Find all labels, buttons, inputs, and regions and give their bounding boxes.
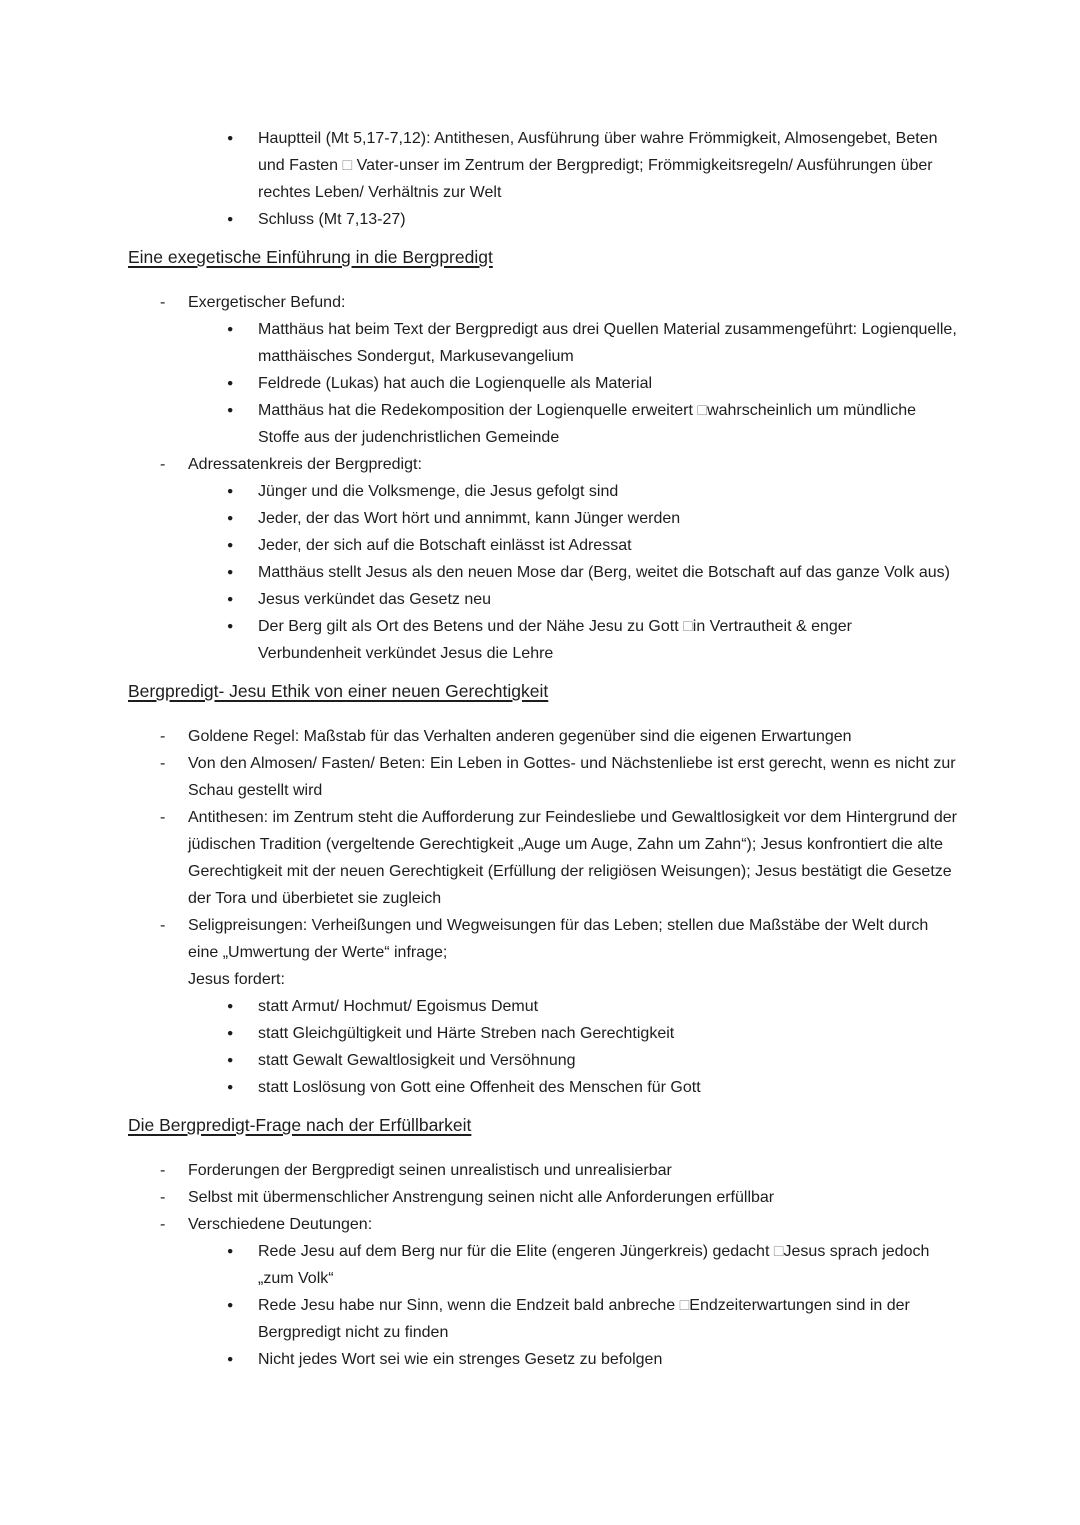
bullet-item	[128, 370, 958, 397]
dash-marker-icon: -	[160, 294, 166, 311]
dash-marker-icon: -	[160, 755, 166, 772]
item-text: Jesus verkündet das Gesetz neu	[258, 591, 492, 608]
item-text: statt Armut/ Hochmut/ Egoismus Demut	[258, 998, 539, 1015]
bullet-marker-icon: ●	[227, 404, 234, 416]
item-text: Exergetischer Befund:	[188, 294, 346, 311]
item-text: Jeder, der sich auf die Botschaft einlässt ist Adressat	[258, 537, 632, 554]
section-list	[128, 723, 958, 1101]
item-text: statt Gewalt Gewaltlosigkeit und Versöhnung	[258, 1052, 576, 1069]
section-list	[128, 289, 958, 667]
dash-item	[128, 451, 958, 478]
item-text: Verschiedene Deutungen:	[188, 1216, 373, 1233]
item-text: statt Loslösung von Gott eine Offenheit des Menschen für Gott	[258, 1079, 701, 1096]
item-text: Rede Jesu auf dem Berg nur für die Elite (engeren Jüngerkreis) gedacht □Jesus sprach jedoch „zum Volk“	[258, 1243, 930, 1287]
item-text: Jünger und die Volksmenge, die Jesus gefolgt sind	[258, 483, 619, 500]
bullet-marker-icon: ●	[227, 132, 234, 144]
dash-item	[128, 912, 958, 993]
dash-marker-icon: -	[160, 917, 166, 934]
dash-marker-icon: -	[160, 809, 166, 826]
item-text: Jeder, der das Wort hört und annimmt, kann Jünger werden	[258, 510, 681, 527]
missing-glyph-box: □	[679, 1297, 690, 1314]
bullet-marker-icon: ●	[227, 566, 234, 578]
bullet-marker-icon: ●	[227, 213, 234, 225]
dash-marker-icon: -	[160, 1189, 166, 1206]
dash-marker-icon: -	[160, 1162, 166, 1179]
bullet-marker-icon: ●	[227, 323, 234, 335]
bullet-marker-icon: ●	[227, 1027, 234, 1039]
bullet-item	[128, 1292, 958, 1346]
item-text: Matthäus stellt Jesus als den neuen Mose dar (Berg, weitet die Botschaft auf das ganze Volk aus)	[258, 564, 950, 581]
bullet-marker-icon: ●	[227, 1054, 234, 1066]
bullet-marker-icon: ●	[227, 485, 234, 497]
bullet-marker-icon: ●	[227, 593, 234, 605]
item-text: Forderungen der Bergpredigt seinen unrealistisch und unrealisierbar	[188, 1162, 672, 1179]
item-text: Antithesen: im Zentrum steht die Aufforderung zur Feindesliebe und Gewaltlosigkeit vor dem Hintergrund der jüdischen Tradition (vergeltende Gerechtigkeit „Auge um Auge, Zahn um Zahn“); Jesus konfrontiert die alte Gerechtigkeit mit der neuen Gerechtigkeit (Erfüllung der religiösen Weisungen); Jesus bestätigt die Gesetze der Tora und überbietet sie zugleich	[188, 809, 957, 907]
bullet-item	[128, 1074, 958, 1101]
bullet-item	[128, 586, 958, 613]
bullet-item	[128, 613, 958, 667]
bullet-item	[128, 1238, 958, 1292]
bullet-marker-icon: ●	[227, 512, 234, 524]
item-text: Schluss (Mt 7,13-27)	[258, 211, 406, 228]
bullet-marker-icon: ●	[227, 1081, 234, 1093]
item-text: Matthäus hat die Redekomposition der Logienquelle erweitert □wahrscheinlich um mündliche Stoffe aus der judenchristlichen Gemeinde	[258, 402, 917, 446]
dash-item	[128, 1184, 958, 1211]
dash-item	[128, 1211, 958, 1238]
dash-item	[128, 750, 958, 804]
item-text: Rede Jesu habe nur Sinn, wenn die Endzeit bald anbreche □Endzeiterwartungen sind in der Bergpredigt nicht zu finden	[258, 1297, 910, 1341]
bullet-marker-icon: ●	[227, 1000, 234, 1012]
item-text: Seligpreisungen: Verheißungen und Wegweisungen für das Leben; stellen due Maßstäbe der Welt durch eine „Umwertung der Werte“ infrage;	[188, 917, 929, 961]
missing-glyph-box: □	[697, 402, 708, 419]
bullet-item	[128, 532, 958, 559]
bullet-marker-icon: ●	[227, 377, 234, 389]
bullet-item	[128, 1020, 958, 1047]
section-heading: Die Bergpredigt-Frage nach der Erfüllbarkeit	[128, 1115, 472, 1135]
dash-marker-icon: -	[160, 728, 166, 745]
dash-item	[128, 289, 958, 316]
bullet-item	[128, 505, 958, 532]
missing-glyph-box: □	[342, 157, 353, 174]
bullet-item	[128, 1047, 958, 1074]
dash-marker-icon: -	[160, 456, 166, 473]
item-text: Goldene Regel: Maßstab für das Verhalten anderen gegenüber sind die eigenen Erwartungen	[188, 728, 852, 745]
section-heading: Bergpredigt- Jesu Ethik von einer neuen Gerechtigkeit	[128, 681, 549, 701]
bullet-marker-icon: ●	[227, 539, 234, 551]
item-text: Der Berg gilt als Ort des Betens und der Nähe Jesu zu Gott □in Vertrautheit & enger Verbundenheit verkündet Jesus die Lehre	[258, 618, 852, 662]
item-text: Hauptteil (Mt 5,17-7,12): Antithesen, Ausführung über wahre Frömmigkeit, Almosengebet, Beten und Fasten □ Vater-unser im Zentrum der Bergpredigt; Frömmigkeitsregeln/ Ausführungen über rechtes Leben/ Verhältnis zur Welt	[258, 130, 938, 201]
bullet-item	[128, 316, 958, 370]
dash-marker-icon: -	[160, 1216, 166, 1233]
item-text-continuation: Jesus fordert:	[188, 971, 285, 988]
bullet-marker-icon: ●	[227, 620, 234, 632]
bullet-item	[128, 993, 958, 1020]
bullet-item	[128, 397, 958, 451]
item-text: Adressatenkreis der Bergpredigt:	[188, 456, 422, 473]
section-list	[128, 1157, 958, 1373]
item-text: Nicht jedes Wort sei wie ein strenges Gesetz zu befolgen	[258, 1351, 663, 1368]
missing-glyph-box: □	[773, 1243, 784, 1260]
item-text: statt Gleichgültigkeit und Härte Streben nach Gerechtigkeit	[258, 1025, 675, 1042]
dash-item	[128, 1157, 958, 1184]
item-text: Matthäus hat beim Text der Bergpredigt aus drei Quellen Material zusammengeführt: Logienquelle, matthäisches Sondergut, Markusevangelium	[258, 321, 957, 365]
bullet-marker-icon: ●	[227, 1299, 234, 1311]
missing-glyph-box: □	[683, 618, 693, 635]
bullet-item	[128, 478, 958, 505]
dash-item	[128, 723, 958, 750]
bullet-item	[128, 206, 958, 233]
item-text: Selbst mit übermenschlicher Anstrengung seinen nicht alle Anforderungen erfüllbar	[188, 1189, 775, 1206]
bullet-marker-icon: ●	[227, 1245, 234, 1257]
intro-list	[128, 125, 958, 233]
bullet-marker-icon: ●	[227, 1353, 234, 1365]
item-text: Feldrede (Lukas) hat auch die Logienquelle als Material	[258, 375, 653, 392]
bullet-item	[128, 125, 958, 206]
dash-item	[128, 804, 958, 912]
bullet-item	[128, 1346, 958, 1373]
section-heading: Eine exegetische Einführung in die Bergpredigt	[128, 247, 493, 267]
bullet-item	[128, 559, 958, 586]
item-text: Von den Almosen/ Fasten/ Beten: Ein Leben in Gottes- und Nächstenliebe ist erst gerecht, wenn es nicht zur Schau gestellt wird	[188, 755, 956, 799]
